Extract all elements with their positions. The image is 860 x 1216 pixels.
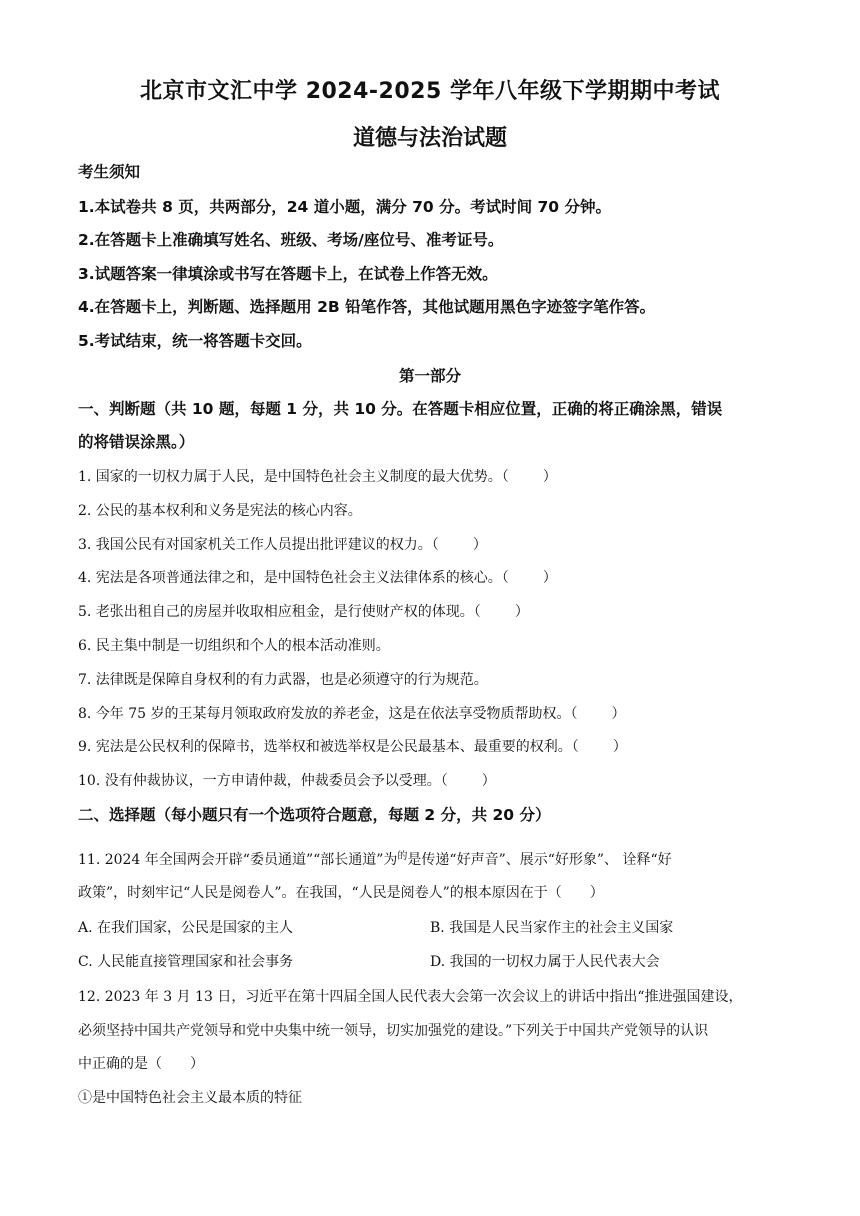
part-heading: 第一部分 (398, 367, 461, 385)
question-12-item-1: ①是中国特色社会主义最本质的特征 (78, 1090, 302, 1106)
question-10: 10. 没有仲裁协议，一方申请仲裁，仲裁委员会予以受理。（ ） (78, 773, 496, 789)
question-11-line-1: 11. 2024 年全国两会开辟“委员通道”“部长通道”为$^的$是传递“好声音”、展示“好形象”、 诠释“好 (78, 851, 672, 868)
question-12-line-2: 必须坚持中国共产党领导和党中央集中统一领导，切实加强党的建设。”下列关于中国共产党领导的认识 (78, 1023, 709, 1039)
question-1: 1. 国家的一切权力属于人民，是中国特色社会主义制度的最大优势。（ ） (78, 469, 557, 485)
question-11-line-2: 政策”，时刻牢记“人民是阅卷人”。在我国，“人民是阅卷人”的根本原因在于（ ） (78, 885, 604, 901)
question-11-option-b: B. 我国是人民当家作主的社会主义国家 (430, 920, 674, 936)
question-9: 9. 宪法是公民权利的保障书，选举权和被选举权是公民最基本、最重要的权利。（ ） (78, 739, 627, 755)
notice-item-1: 1.本试卷共 8 页，共两部分，24 道小题，满分 70 分。考试时间 70 分钟。 (78, 198, 611, 216)
notice-item-3: 3.试题答案一律填涂或书写在答题卡上，在试卷上作答无效。 (78, 265, 498, 283)
question-11-option-d: D. 我国的一切权力属于人民代表大会 (430, 954, 660, 970)
question-12-line-3: 中正确的是（ ） (78, 1056, 204, 1072)
exam-title: 北京市文汇中学 2024-2025 学年八年级下学期期中考试 (140, 79, 720, 104)
question-3: 3. 我国公民有对国家机关工作人员提出批评建议的权力。（ ） (78, 537, 487, 553)
notice-heading: 考生须知 (78, 163, 141, 181)
section2-heading: 二、选择题（每小题只有一个选项符合题意，每题 2 分，共 20 分） (78, 806, 551, 824)
question-11-option-a: A. 在我们国家，公民是国家的主人 (78, 920, 294, 936)
notice-item-5: 5.考试结束，统一将答题卡交回。 (78, 332, 312, 350)
section1-heading: 一、判断题（共 10 题，每题 1 分，共 10 分。在答题卡相应位置，正确的将正确涂黑，错误 (78, 400, 723, 418)
question-6: 6. 民主集中制是一切组织和个人的根本活动准则。 (78, 638, 390, 654)
question-12-line-1: 12. 2023 年 3 月 13 日，习近平在第十四届全国人民代表大会第一次会议上的讲话中指出“推进强国建设， (78, 989, 743, 1005)
question-5: 5. 老张出租自己的房屋并收取相应租金，是行使财产权的体现。（ ） (78, 604, 529, 620)
question-4: 4. 宪法是各项普通法律之和，是中国特色社会主义法律体系的核心。（ ） (78, 570, 557, 586)
question-2: 2. 公民的基本权利和义务是宪法的核心内容。 (78, 503, 362, 519)
question-11-option-c: C. 人民能直接管理国家和社会事务 (78, 954, 294, 970)
exam-subtitle: 道德与法治试题 (352, 126, 507, 151)
question-7: 7. 法律既是保障自身权利的有力武器，也是必须遵守的行为规范。 (78, 672, 488, 688)
question-8: 8. 今年 75 岁的王某每月领取政府发放的养老金，这是在依法享受物质帮助权。（ ） (78, 706, 626, 722)
notice-item-2: 2.在答题卡上准确填写姓名、班级、考场/座位号、准考证号。 (78, 231, 504, 249)
notice-item-4: 4.在答题卡上，判断题、选择题用 2B 铅笔作答，其他试题用黑色字迹签字笔作答。 (78, 298, 656, 316)
section1-heading-cont: 的将错误涂黑。） (78, 433, 195, 451)
